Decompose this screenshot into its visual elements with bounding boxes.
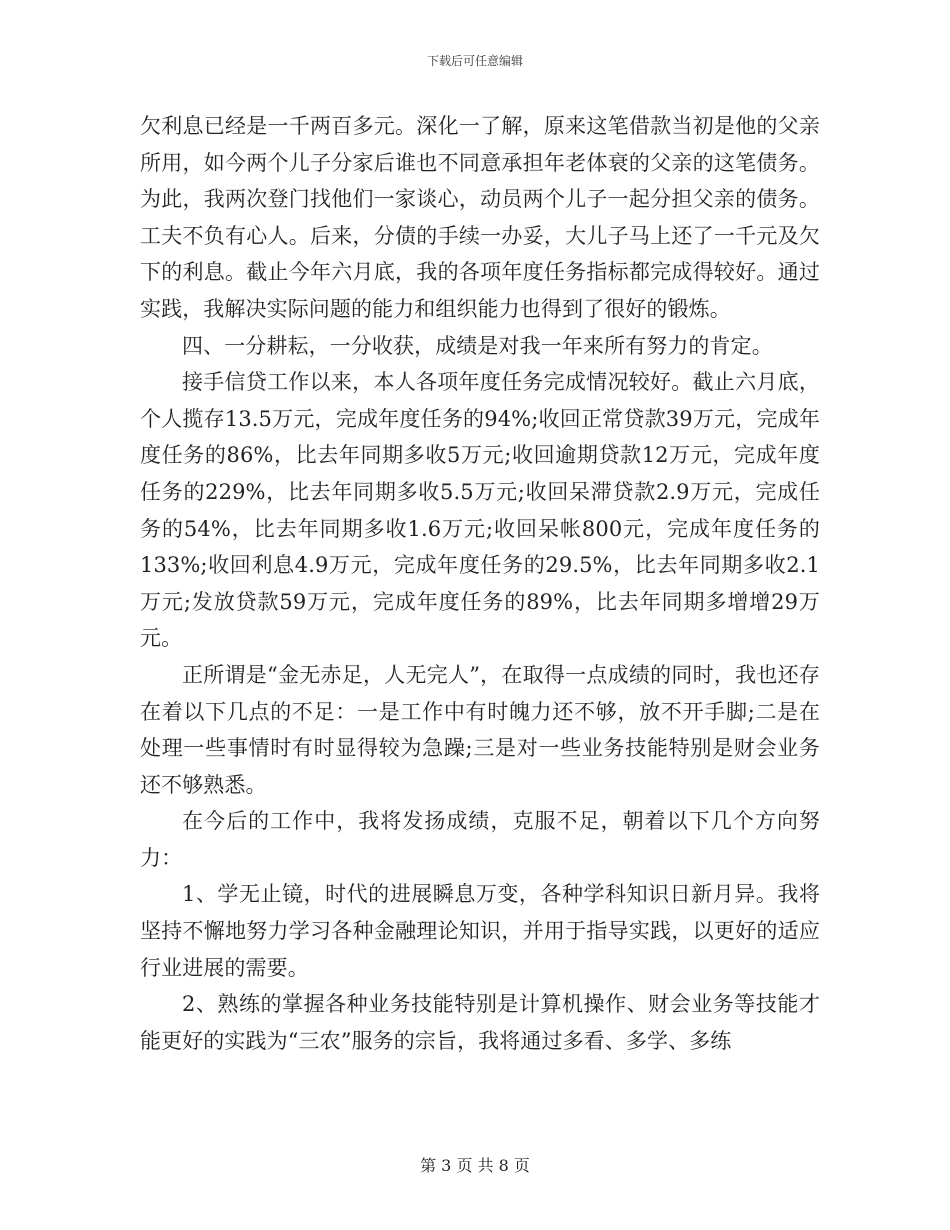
paragraph-point-two: 2、熟练的掌握各种业务技能特别是计算机操作、财会业务等技能才能更好的实践为“三农”服务的宗旨，我将通过多看、多学、多练 [140,992,820,1053]
document-body [140,108,820,1059]
paragraph-shortcomings: 正所谓是“金无赤足，人无完人”，在取得一点成绩的同时，我也还存在着以下几点的不足：一是工作中有时魄力还不够，放不开手脚;二是在处理一些事情时有时显得较为急躁;三是对一些业务技能特别是财会业务还不够熟悉。 [140,662,820,797]
paragraph-debt-repayment: 欠利息已经是一千两百多元。深化一了解，原来这笔借款当初是他的父亲所用，如今两个儿子分家后谁也不同意承担年老体衰的父亲的这笔债务。为此，我两次登门找他们一家谈心，动员两个儿子一起分担父亲的债务。工夫不负有心人。后来，分债的手续一办妥，大儿子马上还了一千元及欠下的利息。截止今年六月底，我的各项年度任务指标都完成得较好。通过实践，我解决实际问题的能力和组织能力也得到了很好的锻炼。 [140,114,820,321]
page-number: 第 3 页 共 8 页 [420,1156,530,1175]
paragraph-future-directions: 在今后的工作中，我将发扬成绩，克服不足，朝着以下几个方向努力： [140,809,820,870]
paragraph-task-results: 接手信贷工作以来，本人各项年度任务完成情况较好。截止六月底，个人揽存13.5万元，完成年度任务的94%;收回正常贷款39万元，完成年度任务的86%，比去年同期多收5万元;收回逾期贷款12万元，完成年度任务的229%，比去年同期多收5.5万元;收回呆滞贷款2.9万元，完成任务的54%，比去年同期多收1.6万元;收回呆帐800元，完成年度任务的133%;收回利息4.9万元，完成年度任务的29.5%，比去年同期多收2.1万元;发放贷款59万元，完成年度任务的89%，比去年同期多增增29万元。 [140,370,820,651]
page-header: 下载后可任意编辑 [426,54,523,68]
paragraph-point-one: 1、学无止镜，时代的进展瞬息万变，各种学科知识日新月异。我将坚持不懈地努力学习各种金融理论知识，并用于指导实践，以更好的适应行业进展的需要。 [140,882,820,980]
paragraph-heading-four: 四、一分耕耘，一分收获，成绩是对我一年来所有努力的肯定。 [182,333,773,358]
